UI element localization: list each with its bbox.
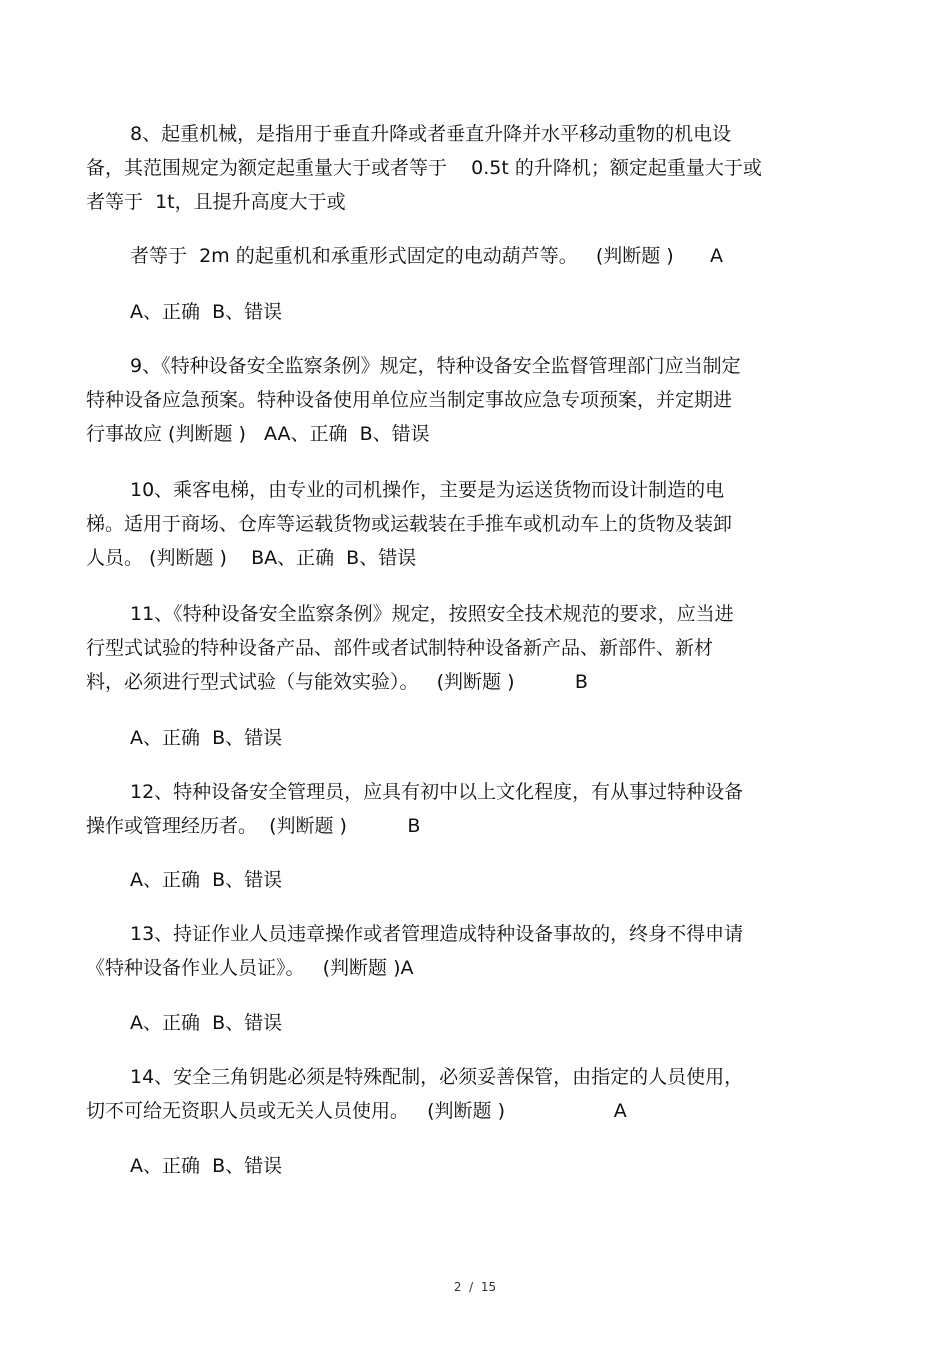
q8-line-2: 备，其范围规定为额定起重量大于或者等于 0.5t 的升降机；额定起重量大于或 — [86, 157, 762, 179]
q8-options: A、正确 B、错误 — [130, 301, 283, 323]
q8-line-3: 者等于 1t，且提升高度大于或 — [86, 191, 346, 213]
q11-line-1: 11、《特种设备安全监察条例》规定，按照安全技术规范的要求，应当进 — [130, 603, 734, 625]
q14-options: A、正确 B、错误 — [130, 1155, 283, 1177]
q9-line-3: 行事故应 (判断题 ) AA、正确 B、错误 — [86, 423, 430, 445]
q10-line-3: 人员。 (判断题 ) BA、正确 B、错误 — [86, 547, 417, 569]
q12-options: A、正确 B、错误 — [130, 869, 283, 891]
q12-line-1: 12、特种设备安全管理员，应具有初中以上文化程度，有从事过特种设备 — [130, 781, 744, 803]
q9-line-2: 特种设备应急预案。特种设备使用单位应当制定事故应急专项预案，并定期进 — [86, 389, 733, 411]
q14-line-1: 14、安全三角钥匙必须是特殊配制，必须妥善保管，由指定的人员使用， — [130, 1066, 744, 1088]
page-number: 2 / 15 — [453, 1280, 497, 1294]
q8-line-4: 者等于 2m 的起重机和承重形式固定的电动葫芦等。 (判断题 ) A — [130, 245, 723, 267]
q11-options: A、正确 B、错误 — [130, 727, 283, 749]
q14-line-2: 切不可给无资职人员或无关人员使用。 (判断题 ) A — [86, 1100, 627, 1122]
q8-line-1: 8、起重机械，是指用于垂直升降或者垂直升降并水平移动重物的机电设 — [130, 123, 732, 145]
q10-line-1: 10、乘客电梯，由专业的司机操作，主要是为运送货物而设计制造的电 — [130, 479, 725, 501]
q13-options: A、正确 B、错误 — [130, 1012, 283, 1034]
q10-line-2: 梯。适用于商场、仓库等运载货物或运载装在手推车或机动车上的货物及装卸 — [86, 513, 733, 535]
q13-line-2: 《特种设备作业人员证》。 (判断题 )A — [86, 957, 414, 979]
q9-line-1: 9、《特种设备安全监察条例》规定，特种设备安全监督管理部门应当制定 — [130, 355, 741, 377]
q13-line-1: 13、持证作业人员违章操作或者管理造成特种设备事故的，终身不得申请 — [130, 923, 744, 945]
q11-line-2: 行型式试验的特种设备产品、部件或者试制特种设备新产品、新部件、新材 — [86, 637, 714, 659]
q11-line-3: 料，必须进行型式试验（与能效实验）。 (判断题 ) B — [86, 671, 588, 693]
q12-line-2: 操作或管理经历者。 (判断题 ) B — [86, 815, 421, 837]
